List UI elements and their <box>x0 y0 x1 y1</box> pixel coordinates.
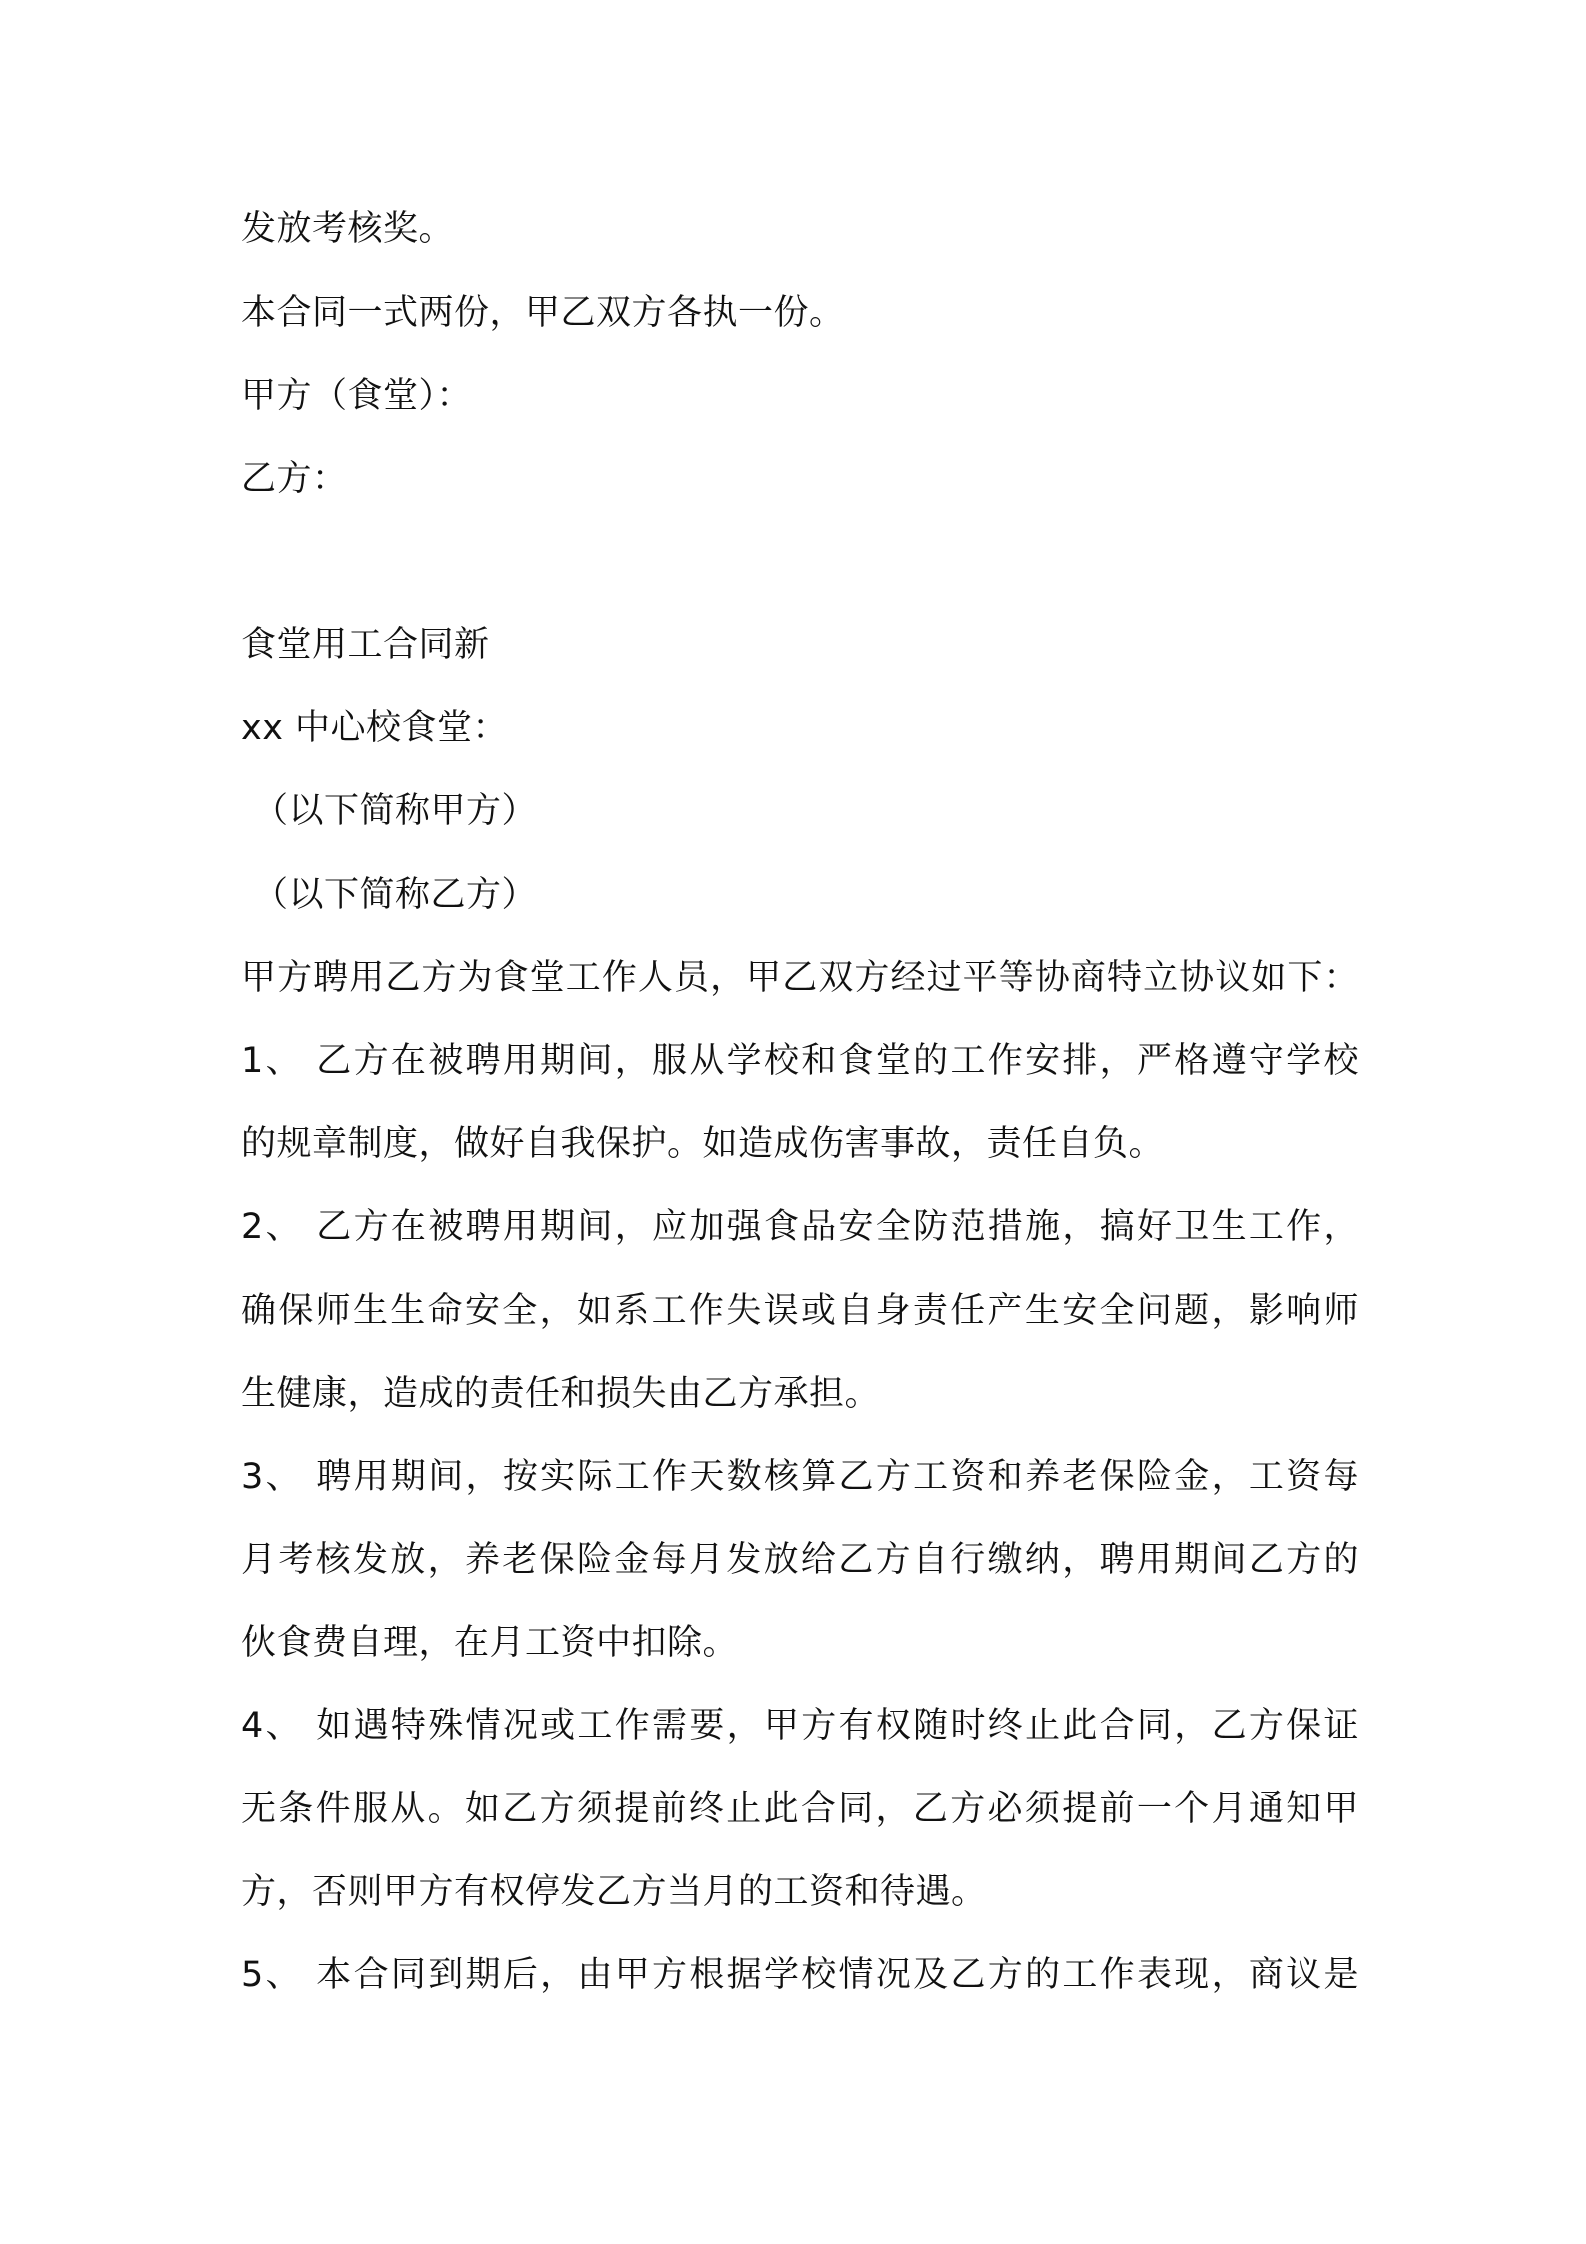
text-line: 甲方聘用乙方为食堂工作人员，甲乙双方经过平等协商特立协议如下： <box>241 958 1359 998</box>
text-line: 月考核发放，养老保险金每月发放给乙方自行缴纳，聘用期间乙方的 <box>241 1540 1359 1580</box>
text-line: 4、 如遇特殊情况或工作需要，甲方有权随时终止此合同，乙方保证 <box>241 1706 1359 1746</box>
text-line: 伙食费自理，在月工资中扣除。 <box>241 1623 739 1663</box>
text-line: （以下简称甲方） <box>253 791 538 831</box>
text-line: 甲方（食堂）： <box>241 376 473 416</box>
text-line: 确保师生生命安全，如系工作失误或自身责任产生安全问题，影响师 <box>241 1291 1359 1331</box>
section-title: 食堂用工合同新 <box>241 625 490 665</box>
text-line: （以下简称乙方） <box>253 875 538 915</box>
text-line: 发放考核奖。 <box>241 209 455 249</box>
text-line: 生健康，造成的责任和损失由乙方承担。 <box>241 1374 881 1414</box>
text-line: 2、 乙方在被聘用期间，应加强食品安全防范措施，搞好卫生工作， <box>241 1207 1359 1247</box>
text-line: 的规章制度，做好自我保护。如造成伤害事故，责任自负。 <box>241 1124 1165 1164</box>
text-line: 本合同一式两份，甲乙双方各执一份。 <box>241 293 845 333</box>
text-line: 乙方： <box>241 459 348 499</box>
text-line: xx 中心校食堂： <box>241 708 509 748</box>
text-line: 3、 聘用期间，按实际工作天数核算乙方工资和养老保险金，工资每 <box>241 1457 1359 1497</box>
text-line: 1、 乙方在被聘用期间，服从学校和食堂的工作安排，严格遵守学校 <box>241 1041 1359 1081</box>
text-line: 5、 本合同到期后，由甲方根据学校情况及乙方的工作表现，商议是 <box>241 1955 1359 1995</box>
text-line: 无条件服从。如乙方须提前终止此合同，乙方必须提前一个月通知甲 <box>241 1789 1359 1829</box>
text-line: 方，否则甲方有权停发乙方当月的工资和待遇。 <box>241 1872 987 1912</box>
